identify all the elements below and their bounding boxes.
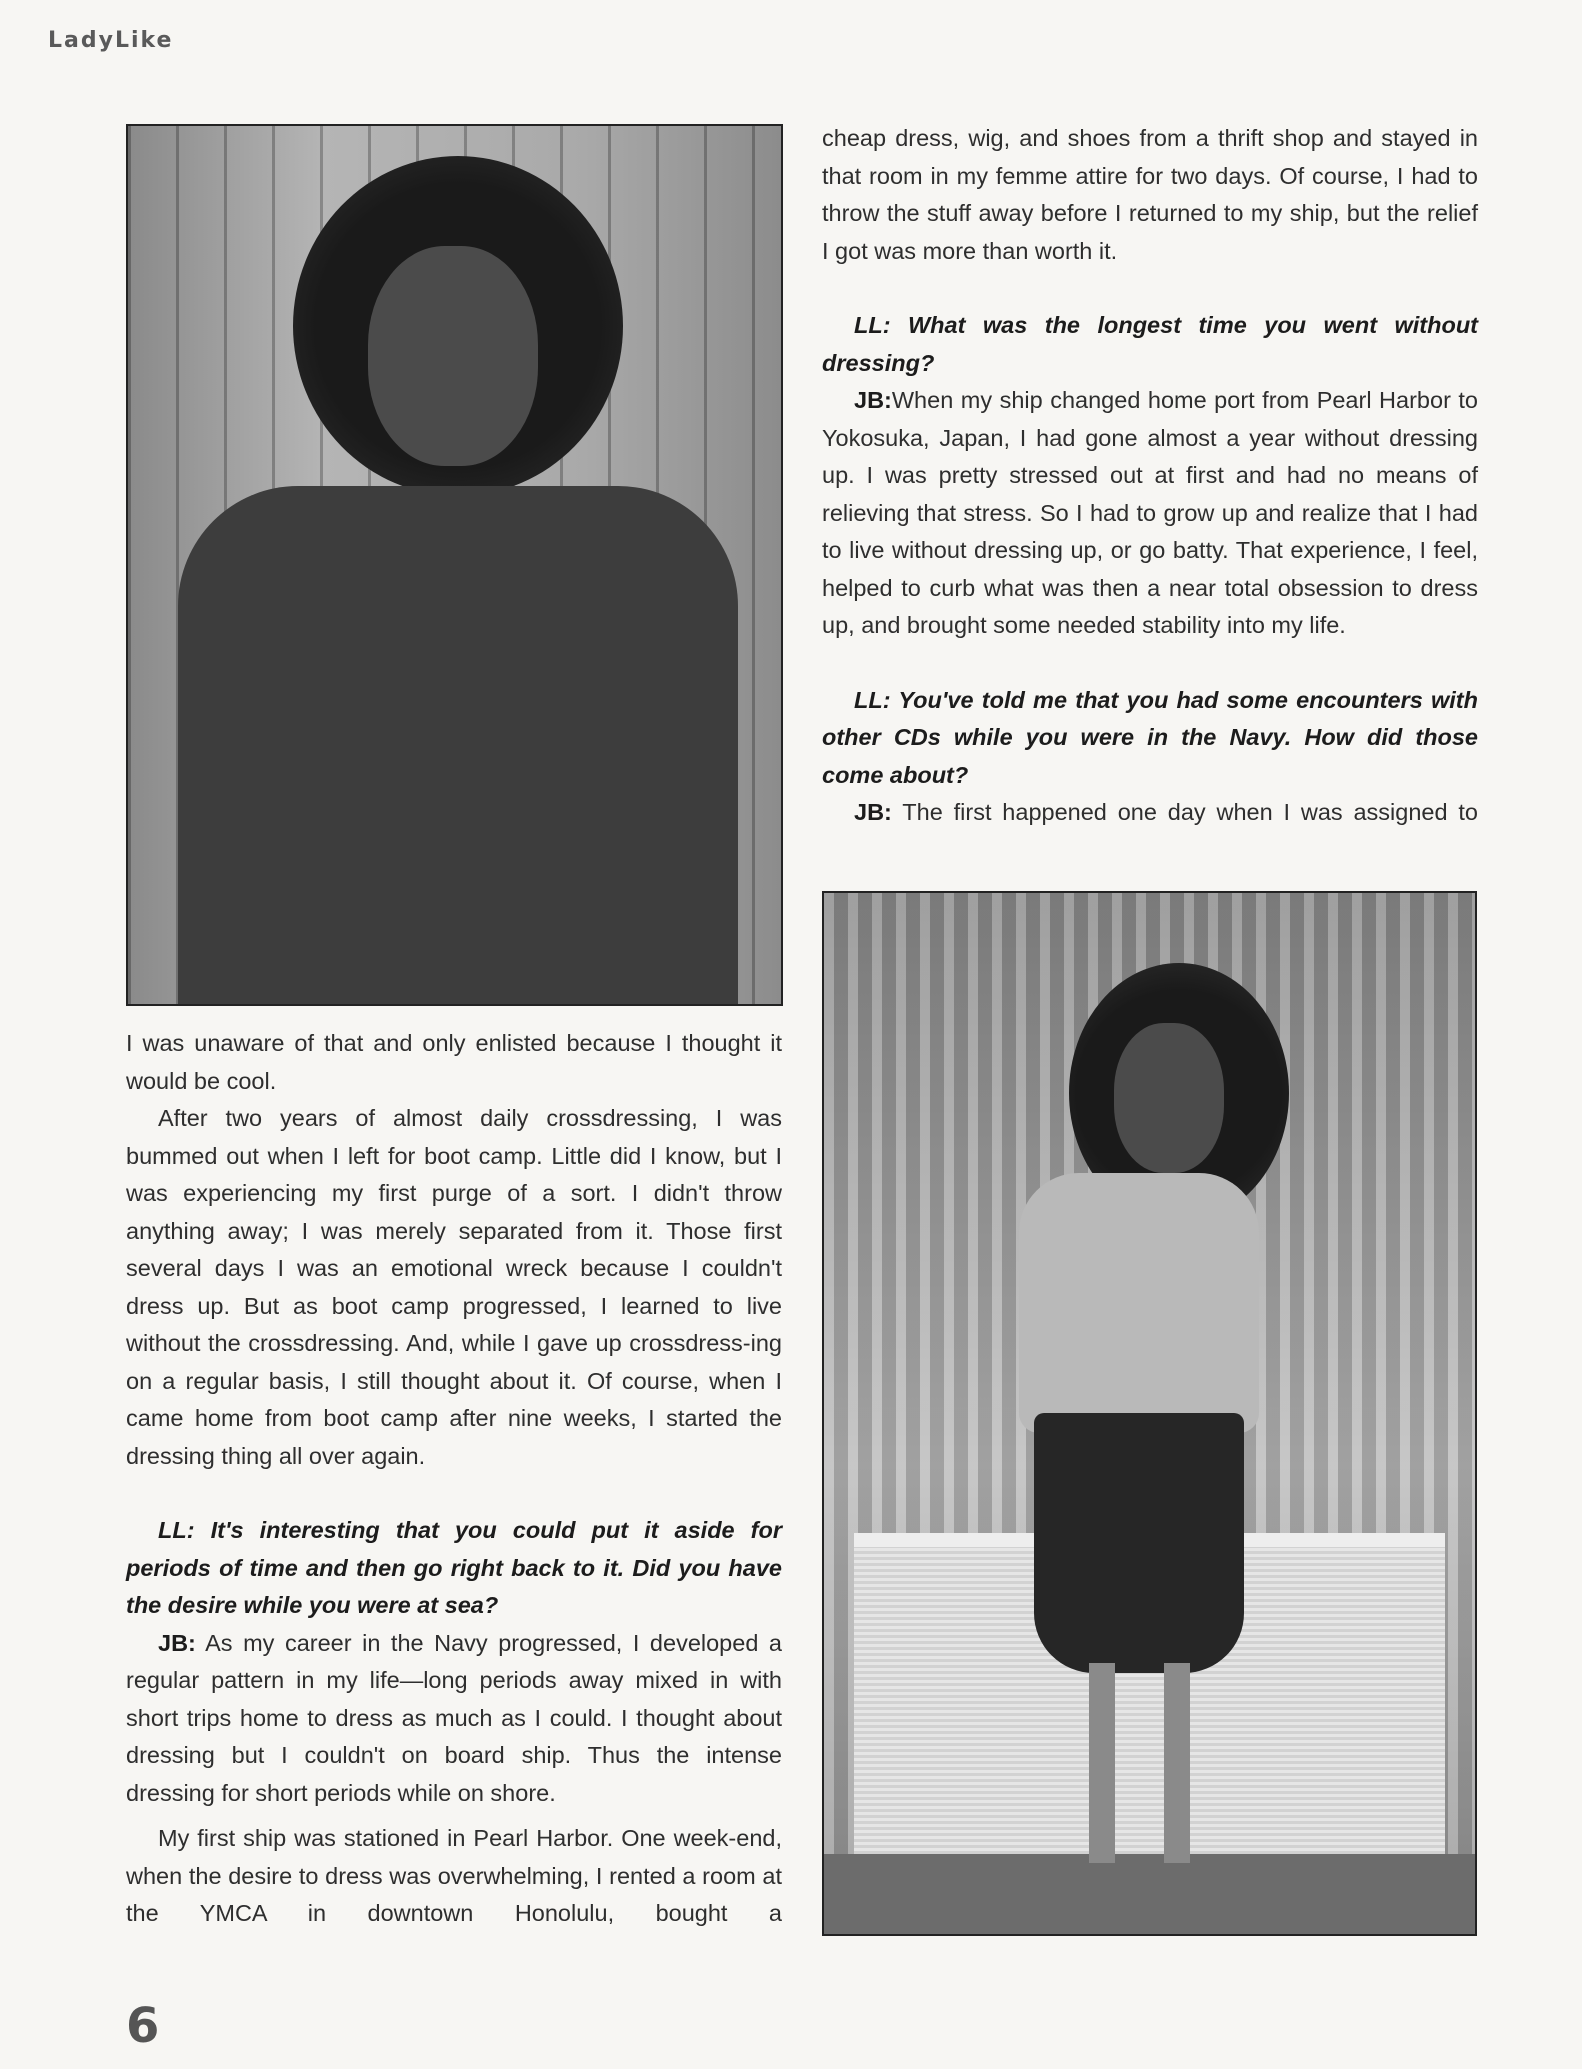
speaker-label: JB:: [158, 1629, 196, 1656]
interview-question: LL: What was the longest time you went without dressing?: [822, 312, 1478, 376]
interview-answer: [822, 794, 1478, 832]
paragraph: I was unaware of that and only enlisted because I thought it would be cool.: [126, 1030, 782, 1094]
interview-question: LL: It's interesting that you could put it aside for periods of time and then go right back to it. Did you have the desire while you were at sea?: [126, 1517, 782, 1618]
interview-answer: [126, 1625, 782, 1813]
answer-text: As my career in the Navy progressed, I developed a regular pattern in my life—long periods away mixed in with short trips home to dress as much as I could. I thought about dressing but I couldn't on board ship. Thus the intense dressing for short periods while on shore.: [126, 1629, 782, 1806]
answer-text: When my ship changed home port from Pearl Harbor to Yokosuka, Japan, I had gone almost a year without dressing up. I was pretty stressed out at first and had no means of relieving that stress. So I had to grow up and realize that I had to live without dressing up, or go batty. That experience, I feel, helped to curb what was then a near total obsession to dress up, and brought some needed stability into my life.: [822, 387, 1478, 638]
right-text-column: [822, 120, 1478, 832]
paragraph: cheap dress, wig, and shoes from a thrift shop and stayed in that room in my femme attire for two days. Of course, I had to throw the stuff away before I returned to my ship, but the relief I got was more than worth it.: [822, 125, 1478, 264]
paragraph: My first ship was stationed in Pearl Harbor. One week-end, when the desire to dress was overwhelming, I rented a room at the YMCA in downtown Honolulu, bought a: [126, 1825, 782, 1926]
answer-text: The first happened one day when I was assigned to: [891, 799, 1478, 825]
interview-question: LL: You've told me that you had some encounters with other CDs while you were in the Navy. How did those come about?: [822, 686, 1478, 788]
photo-portrait-upper-body: [126, 124, 783, 1006]
speaker-label: JB:: [854, 799, 892, 825]
paragraph: After two years of almost daily crossdressing, I was bummed out when I left for boot camp. Little did I know, but I was experiencing my first purge of a sort. I didn't throw anything away; I was merely separated from it. Those first several days I was an emotional wreck because I couldn't dress up. But as boot camp progressed, I learned to live without the crossdressing. And, while I gave up crossdress-ing on a regular basis, I still thought about it. Of course, when I came home from boot camp after nine weeks, I started the dressing thing all over again.: [126, 1105, 782, 1469]
left-text-column: [126, 1025, 782, 1933]
page-number: 6: [126, 1998, 161, 2054]
masthead-logo: LadyLike: [48, 28, 174, 53]
photo-portrait-full-body: [822, 891, 1477, 1936]
speaker-label: JB:: [854, 387, 892, 413]
interview-answer: [822, 382, 1478, 645]
